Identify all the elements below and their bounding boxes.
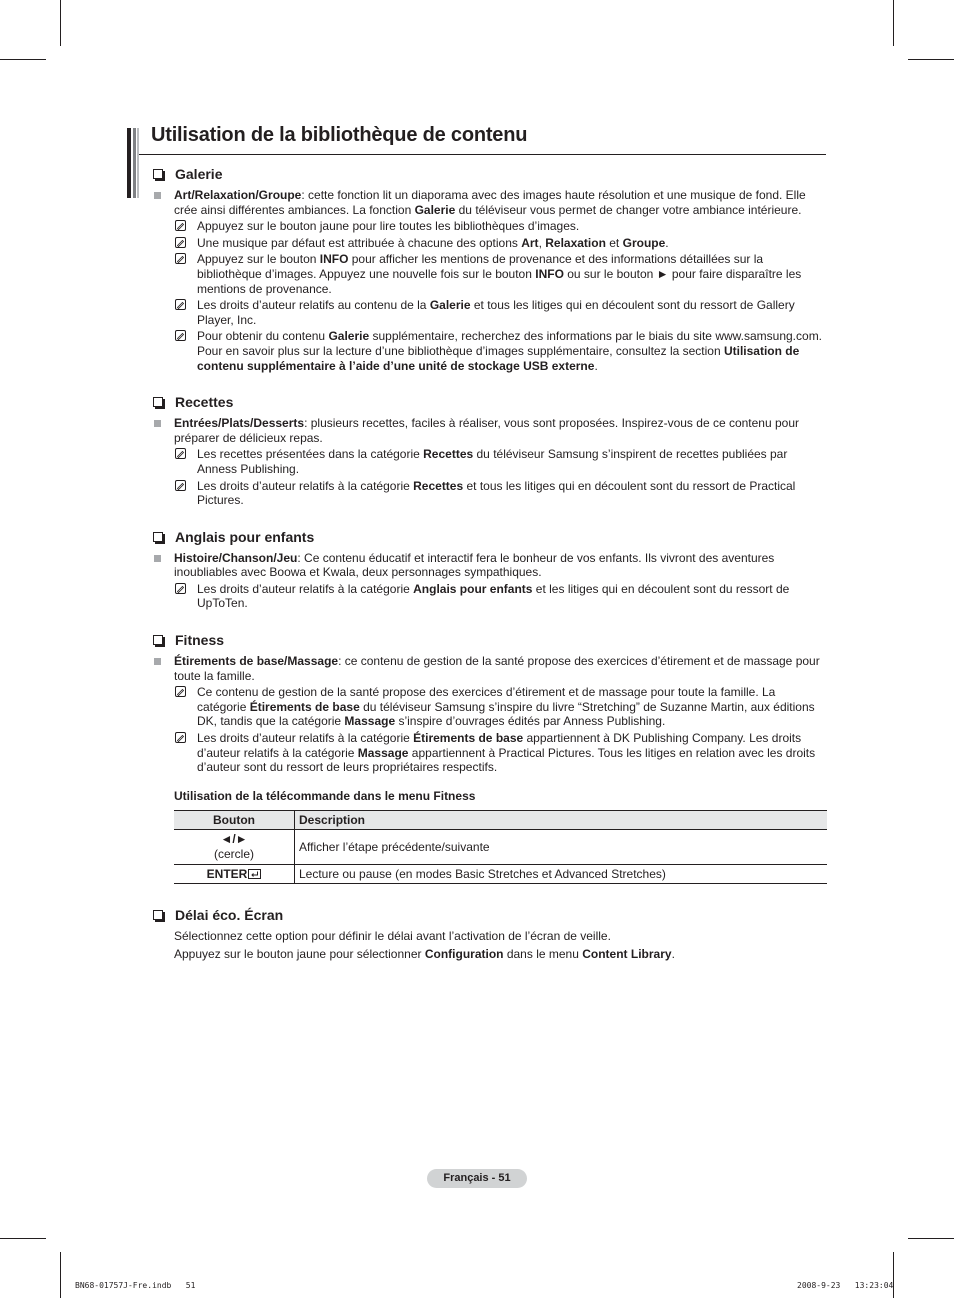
note-text: pour afficher les mentions de provenance et des informations détaillées sur la bibliothèque d’images. Appuyez une nouvelle fois sur le bouton: [197, 252, 764, 281]
section-galerie: [151, 163, 827, 373]
note-term: Massage: [357, 745, 409, 760]
section-anglais: [151, 526, 827, 611]
arrow-buttons-label: ◄/►: [220, 832, 248, 847]
note-text: Appuyez sur le bouton: [197, 252, 320, 267]
table-cell-description: Lecture ou pause (en modes Basic Stretches et Advanced Stretches): [295, 864, 828, 884]
section-heading: [151, 904, 827, 926]
note-text: appartiennent à Practical Pictures. Tous les litiges en relation avec les droits d’auteur sont du ressort de leurs propriétaires respectifs.: [197, 745, 816, 775]
note: [151, 479, 827, 508]
checkbox-bullet-icon: [153, 635, 163, 645]
note-text: .: [665, 235, 669, 250]
note-term: Massage: [344, 714, 396, 729]
list-item: [151, 551, 827, 580]
note: [151, 685, 827, 729]
note-text: Une musique par défaut est attribuée à chacune des options: [197, 235, 522, 250]
note-text: et tous les litiges qui en découlent sont du ressort de Practical Pictures.: [197, 478, 796, 508]
note-term: Étirements de base: [413, 731, 524, 746]
enter-icon: [248, 869, 261, 879]
note-icon: [175, 299, 186, 310]
note-text: Ce contenu de gestion de la santé propose des exercices d’étirement et de massage pour toute la famille. La catégorie: [197, 685, 776, 714]
note-text: s’inspire d’ouvrages édités par Anness Publishing.: [395, 714, 666, 729]
note-icon: [175, 253, 186, 264]
paragraph-text: .: [671, 947, 675, 961]
section-heading: [151, 391, 827, 413]
button-note: (cercle): [213, 846, 254, 861]
note-term: Art: [521, 235, 539, 250]
note-term: Recettes: [413, 478, 464, 493]
crop-mark: [60, 1252, 61, 1298]
note-icon: [175, 583, 186, 594]
note-term: INFO: [319, 252, 349, 267]
note-text: du téléviseur Samsung s’inspirent de recettes publiées par Anness Publishing.: [197, 447, 788, 476]
item-text: : ce contenu de gestion de la santé propose des exercices d’étirement et de massage pour toute la famille.: [174, 654, 820, 683]
square-bullet-icon: [154, 192, 161, 199]
item-term: Galerie: [414, 202, 456, 217]
page-content: [151, 163, 827, 962]
page-number: Français - 51: [427, 1169, 527, 1188]
item-text: : plusieurs recettes, faciles à réaliser, vous sont proposées. Inspirez-vous de ce contenu pour préparer de délicieux repas.: [174, 416, 800, 445]
note-text: Appuyez sur le bouton jaune pour lire toutes les bibliothèques d’images.: [197, 219, 580, 234]
note-text: Les droits d’auteur relatifs à la catégorie: [197, 581, 414, 596]
item-term: Art/Relaxation/Groupe: [174, 188, 302, 202]
note: [151, 447, 827, 476]
heading-text: Galerie: [175, 166, 223, 182]
crop-mark: [893, 1252, 894, 1298]
crop-mark: [0, 1238, 46, 1239]
print-slug-left: BN68-01757J-Fre.indb 51: [75, 1281, 196, 1290]
crop-mark: [0, 59, 46, 60]
note: [151, 582, 827, 611]
table-cell-description: Afficher l’étape précédente/suivante: [295, 829, 828, 864]
note-term: Galerie: [328, 329, 370, 344]
table-header-row: [174, 810, 827, 829]
table-title: Utilisation de la télécommande dans le menu Fitness: [174, 788, 476, 803]
note-text: et tous les litiges qui en découlent sont du ressort de Gallery Player, Inc.: [197, 298, 795, 327]
note: [151, 731, 827, 775]
section-heading: [151, 629, 827, 651]
heading-text: Anglais pour enfants: [175, 528, 315, 545]
title-rule: [139, 154, 826, 155]
note-text: et: [605, 235, 623, 250]
crop-mark: [908, 59, 954, 60]
list-item: [151, 188, 827, 217]
table-cell-button: [174, 864, 295, 884]
note-text: et les litiges qui en découlent sont du ressort de UpToTen.: [197, 581, 790, 611]
note-icon: [175, 686, 186, 697]
paragraph: Sélectionnez cette option pour définir le délai avant l’activation de l’écran de veille.: [174, 929, 611, 944]
list-item: [151, 654, 827, 683]
print-slug-right: 2008-9-23 13:23:04: [797, 1281, 894, 1290]
column-header-bouton: Bouton: [174, 810, 295, 829]
note-term: Utilisation de contenu supplémentaire à l’aide d’une unité de stockage USB externe: [197, 343, 800, 373]
note-text: Les recettes présentées dans la catégorie: [197, 447, 424, 462]
note-icon: [175, 237, 186, 248]
section-heading: [151, 163, 827, 185]
note-icon: [175, 220, 186, 231]
note-term: Galerie: [429, 298, 471, 313]
page-title: Utilisation de la bibliothèque de contenu: [151, 124, 528, 146]
checkbox-bullet-icon: [153, 910, 163, 920]
note-text: Pour obtenir du contenu: [197, 329, 329, 344]
note: [151, 252, 827, 296]
enter-button-label: ENTER: [206, 866, 248, 881]
item-term: Entrées/Plats/Desserts: [174, 416, 305, 431]
note-text: Les droits d’auteur relatifs au contenu de la: [197, 298, 430, 313]
list-item: [151, 416, 827, 445]
note-term: Groupe: [622, 235, 666, 250]
paragraph-text: dans le menu: [503, 947, 583, 961]
item-term: Étirements de base/Massage: [174, 654, 339, 669]
checkbox-bullet-icon: [153, 532, 163, 542]
item-text: : cette fonction lit un diaporama avec des images haute résolution et une musique de fond. Elle crée ainsi différentes ambiances. La fonction: [174, 188, 806, 217]
paragraph: [151, 947, 827, 962]
note-text: Les droits d’auteur relatifs à la catégorie: [197, 731, 414, 746]
note-icon: [175, 480, 186, 491]
note: [151, 298, 827, 327]
checkbox-bullet-icon: [153, 169, 163, 179]
section-recettes: [151, 391, 827, 508]
table-row: [174, 864, 827, 884]
square-bullet-icon: [154, 555, 161, 562]
note-text: du téléviseur Samsung s’inspire du livre “Stretching” de Suzanne Martin, aux éditions DK, tandis que la catégorie: [197, 699, 815, 729]
heading-text: Fitness: [175, 632, 225, 649]
section-delai: [151, 904, 827, 961]
table-cell-button: [174, 829, 295, 864]
note-term: Relaxation: [545, 235, 606, 250]
note-term: Anglais pour enfants: [413, 581, 533, 596]
paragraph-term: Configuration: [424, 947, 504, 961]
note-text: supplémentaire, recherchez des informations par le biais du site www.samsung.com. Pour en savoir plus sur la lecture d’une bibliothèque d’images supplémentaire, consultez la section: [197, 329, 823, 358]
note-text: .: [594, 358, 598, 373]
note-text: Les droits d’auteur relatifs à la catégorie: [197, 478, 414, 493]
note-term: Recettes: [423, 447, 474, 462]
paragraph-term: Content Library: [582, 947, 672, 961]
note-term: INFO: [535, 266, 564, 281]
note: [151, 236, 827, 251]
note: [151, 219, 827, 234]
section-fitness: [151, 629, 827, 884]
heading-text: Délai éco. Écran: [175, 907, 284, 924]
crop-mark: [908, 1238, 954, 1239]
item-text: : Ce contenu éducatif et interactif fera le bonheur de vos enfants. Ils vivront des aventures inoubliables avec Boowa et Kwala, deux personnages sympathiques.: [174, 550, 775, 580]
square-bullet-icon: [154, 658, 161, 665]
item-text: du téléviseur vous permet de changer votre ambiance intérieure.: [455, 202, 802, 217]
column-header-description: Description: [295, 810, 828, 829]
remote-control-table: [174, 810, 827, 885]
table-row: [174, 829, 827, 864]
note-icon: [175, 330, 186, 341]
checkbox-bullet-icon: [153, 397, 163, 407]
note-text: appartiennent à DK Publishing Company. Les droits d’auteur relatifs à la catégorie: [197, 731, 802, 760]
crop-mark: [893, 0, 894, 46]
note-icon: [175, 732, 186, 743]
crop-mark: [60, 0, 61, 46]
note-text: ou sur le bouton ► pour faire disparaître les mentions de provenance.: [197, 266, 802, 296]
note-term: Étirements de base: [249, 699, 360, 714]
heading-text: Recettes: [175, 394, 234, 411]
square-bullet-icon: [154, 420, 161, 427]
note-text: ,: [538, 235, 546, 250]
item-term: Histoire/Chanson/Jeu: [174, 550, 298, 565]
section-side-bar: [127, 128, 139, 198]
note: [151, 329, 827, 373]
section-heading: [151, 526, 827, 548]
note-icon: [175, 448, 186, 459]
paragraph-text: Appuyez sur le bouton jaune pour sélectionner: [174, 947, 425, 961]
